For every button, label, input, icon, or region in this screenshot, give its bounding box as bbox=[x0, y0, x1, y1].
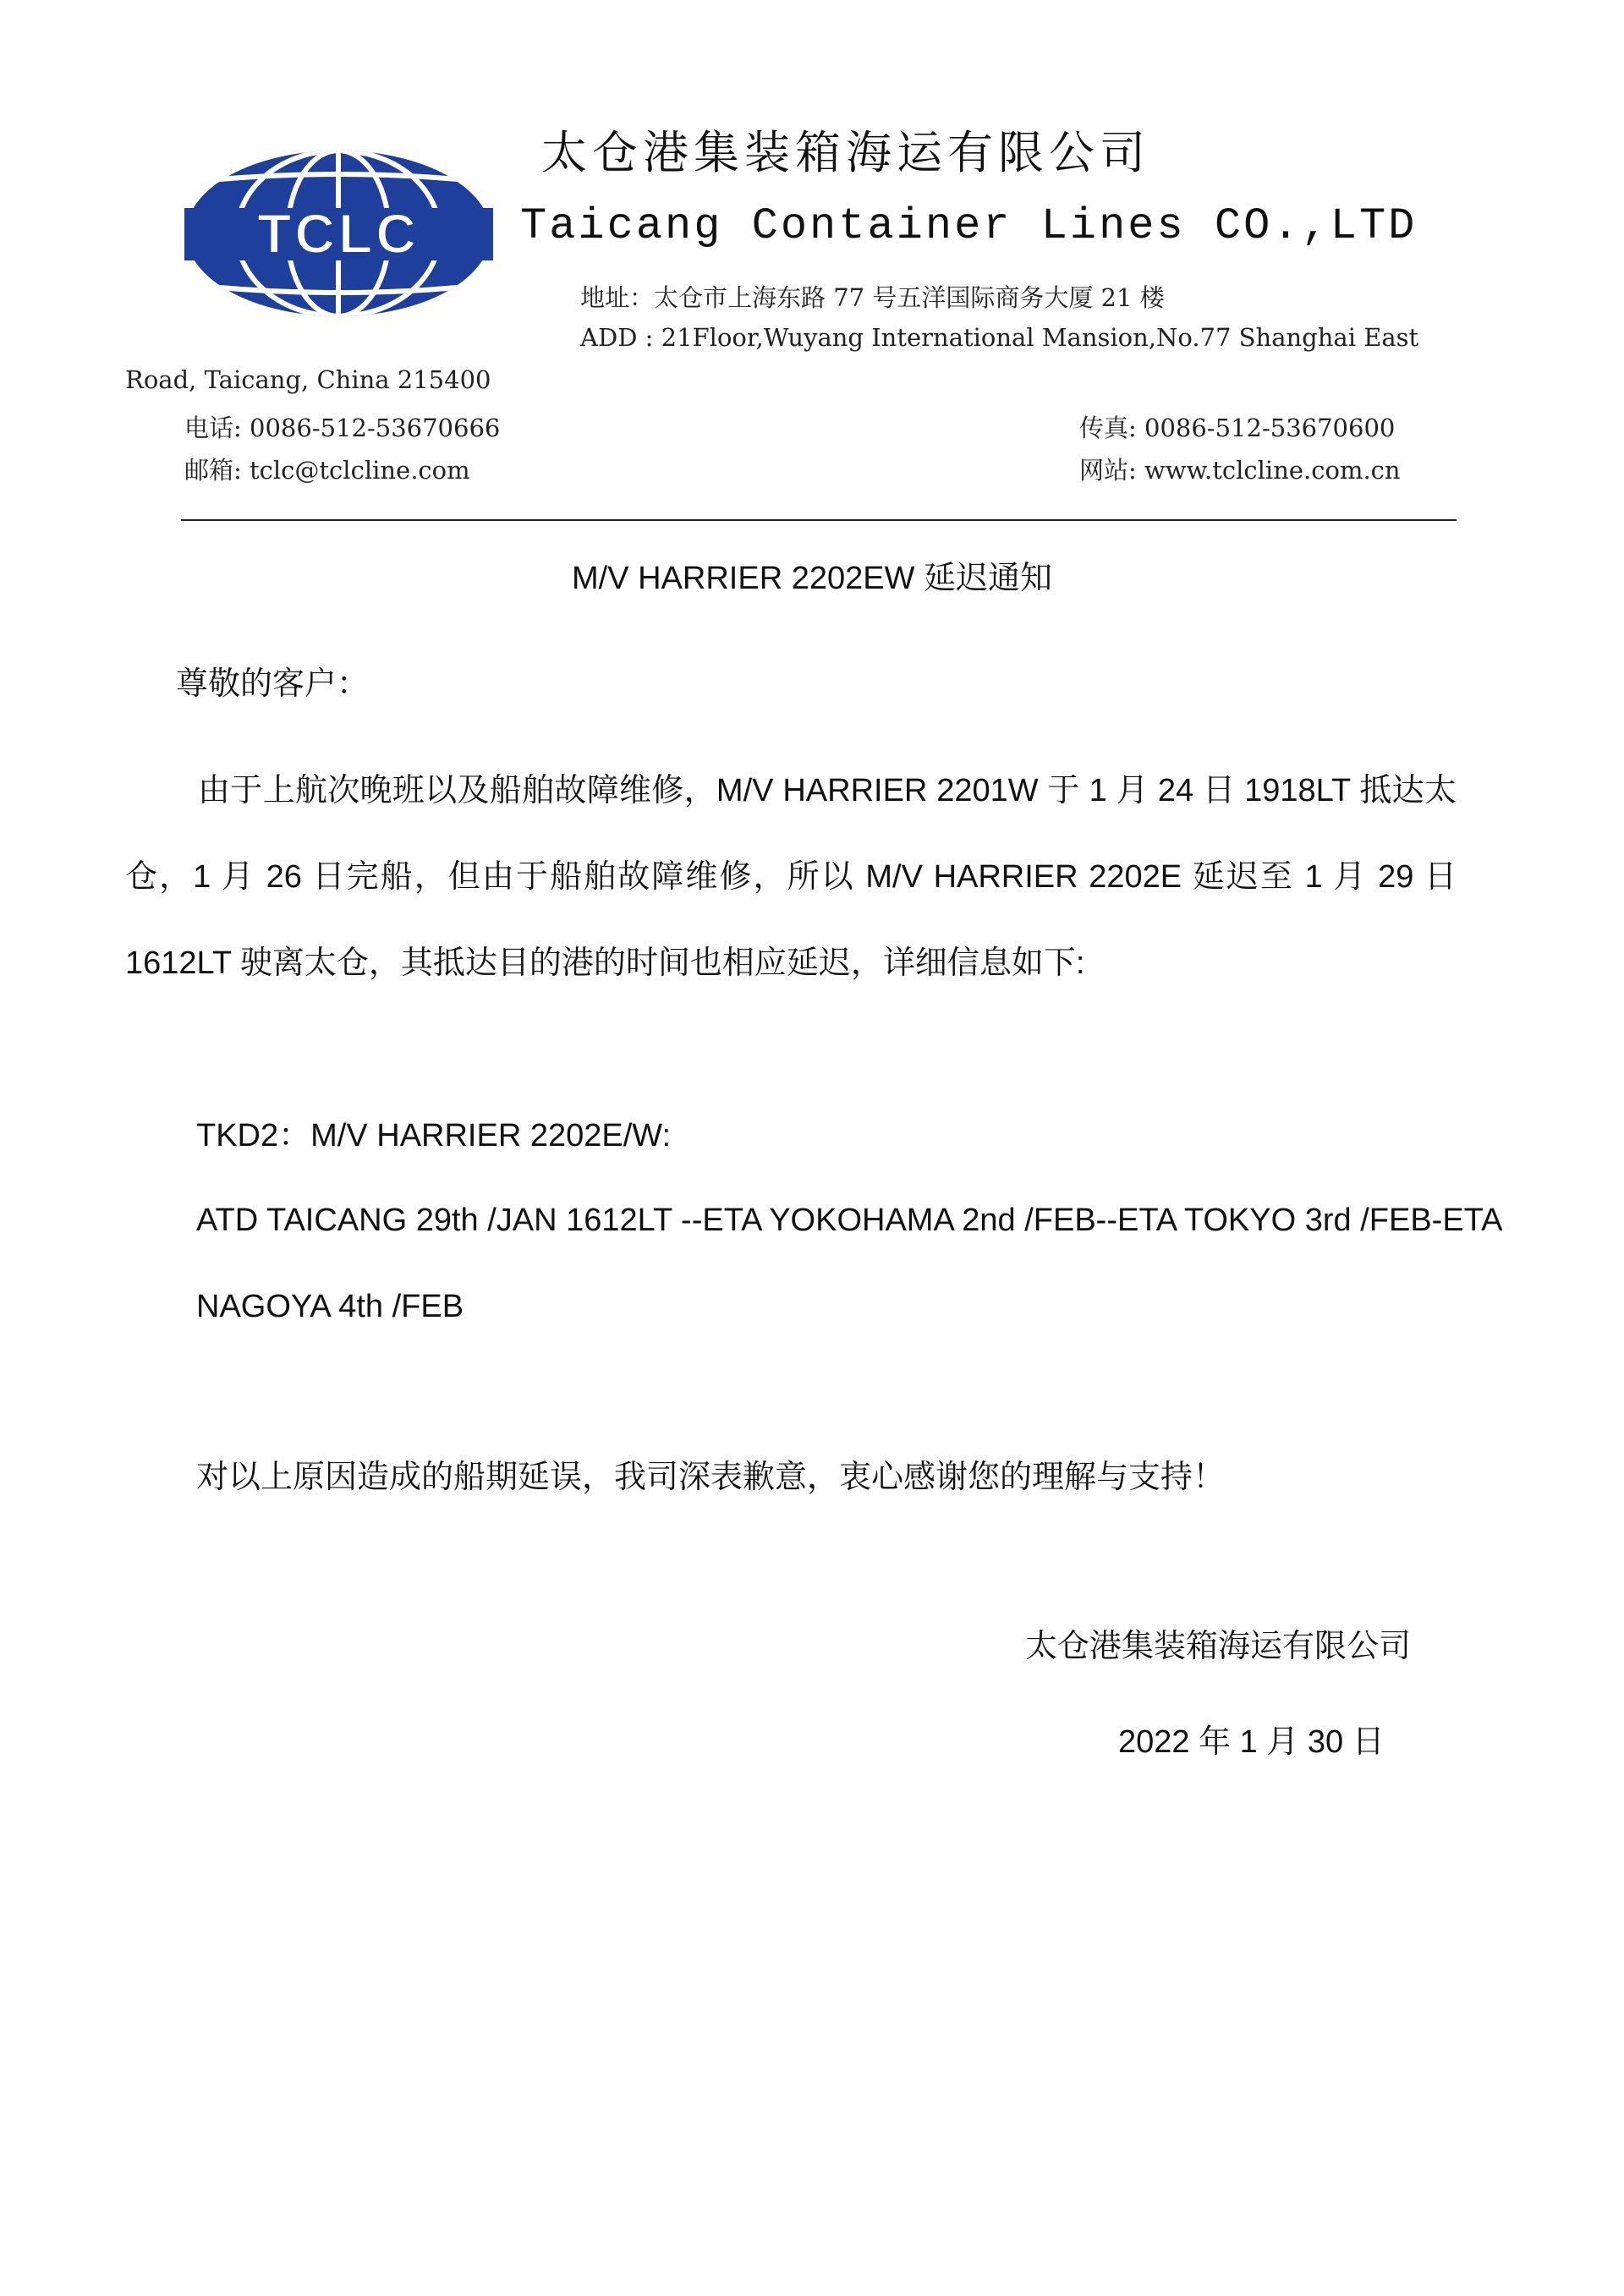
company-name-en: Taicang Container Lines CO.,LTD bbox=[520, 201, 1418, 251]
header-divider bbox=[181, 519, 1457, 521]
schedule-route-cont: NAGOYA 4th /FEB bbox=[196, 1289, 464, 1324]
fax-number: 传真: 0086-512-53670600 bbox=[1079, 414, 1396, 442]
company-logo bbox=[184, 149, 493, 318]
address-en-line2: Road, Taicang, China 215400 bbox=[125, 365, 491, 394]
schedule-header: TKD2：M/V HARRIER 2202E/W: bbox=[196, 1118, 672, 1153]
signature: 太仓港集装箱海运有限公司 bbox=[1025, 1629, 1412, 1664]
notice-date: 2022 年 1 月 30 日 bbox=[1118, 1724, 1385, 1760]
notice-title: M/V HARRIER 2202EW 延迟通知 bbox=[572, 561, 1052, 596]
notice-paragraph: 由于上航次晚班以及船舶故障维修，M/V HARRIER 2201W 于 1 月 24 日 1918LT 抵达太仓，1 月 26 日完船，但由于船舶故障维修，所以 M/V HARRIER 2202E 延迟至 1 月 29 日 1612LT 驶离太仓，其抵达目的港的时间也相应延迟，详细信息如下: bbox=[125, 773, 1457, 981]
schedule-route: ATD TAICANG 29th /JAN 1612LT --ETA YOKOHAMA 2nd /FEB--ETA TOKYO 3rd /FEB-ETA bbox=[196, 1203, 1503, 1238]
apology: 对以上原因造成的船期延误，我司深表歉意，衷心感谢您的理解与支持！ bbox=[196, 1460, 1226, 1495]
address-en-line1: ADD : 21Floor,Wuyang International Mansion,No.77 Shanghai East bbox=[580, 323, 1419, 352]
phone-number: 电话: 0086-512-53670666 bbox=[184, 414, 501, 442]
logo-text: TCLC bbox=[257, 202, 420, 265]
company-name-cn: 太仓港集装箱海运有限公司 bbox=[541, 126, 1150, 179]
email-address: 邮箱: tclc@tclcline.com bbox=[184, 456, 470, 485]
website: 网站: www.tclcline.com.cn bbox=[1079, 456, 1401, 485]
address-cn: 地址：太仓市上海东路 77 号五洋国际商务大厦 21 楼 bbox=[580, 283, 1165, 312]
greeting: 尊敬的客户： bbox=[176, 666, 370, 702]
